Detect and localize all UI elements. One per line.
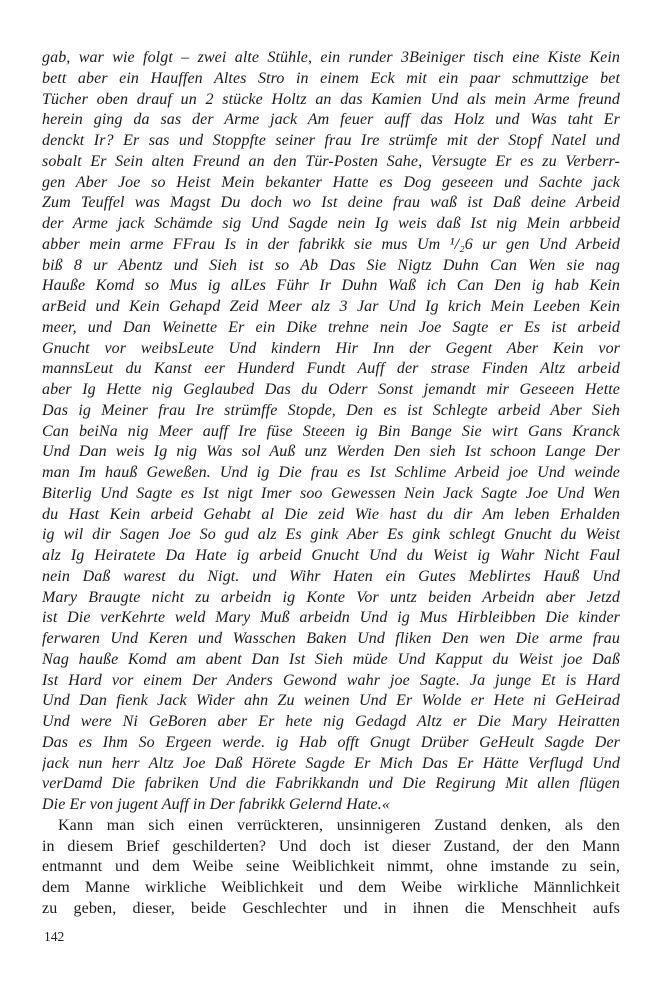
text-line: entmannt und dem Weibe seine Weiblichkeit nimmt, ohne imstande zu sein,	[42, 858, 620, 876]
text-line: ig wil dir Sagen Joe So gud alz Es gink Aber Es gink schlegt Gnucht du Weist	[42, 526, 620, 544]
text-line: zu geben, dieser, beide Geschlechter und in ihnen die Menschheit aufs	[42, 899, 620, 917]
text-line: jack nun herr Altz Joe Daß Hörete Sagde Er Mich Das Er Hätte Verflugd Und	[42, 754, 620, 772]
text-line: ist Die verKehrte weld Mary Muß arbeidn Und ig Mus Hirbleibben Die kinder	[42, 609, 620, 627]
text-line: Das es Ihm So Ergeen werde. ig Hab offt Gnugt Drüber GeHeult Sagde Der	[42, 733, 620, 751]
text-line: gab, war wie folgt – zwei alte Stühle, ein runder 3Beiniger tisch eine Kiste Kein	[42, 49, 620, 66]
text-line: Hauße Komd so Mus ig alLes Führ Ir Duhn Waß ich Can Den ig hab Kein	[42, 277, 620, 295]
text-line: Ist Hard vor einem Der Anders Gewond wahr joe Sagte. Ja junge Et is Hard	[42, 671, 620, 689]
text-line: aber Ig Hette nig Geglaubed Das du Oderr Sonst jemandt mir Geseeen Hette	[42, 381, 620, 398]
text-line: sobalt Er Sein alten Freund an den Tür-Posten Sahe, Versugte Er es zu Verberr-	[42, 152, 620, 170]
text-line: arBeid und Kein Gehapd Zeid Meer alz 3 Jar Und Ig krich Mein Leeben Kein	[42, 298, 620, 315]
text-line: gen Aber Joe so Heist Mein bekanter Hatte es Dog geseeen und Sachte jack	[42, 173, 620, 191]
text-line: Die Er von jugent Auff in Der fabrikk Gelernd Hate.«	[42, 796, 390, 813]
text-line: Zum Teuffel was Magst Du doch wo Ist deine frau waß ist Daß deine Arbeid	[42, 194, 620, 212]
letter-quote-paragraph	[42, 48, 620, 816]
text-line: Mary Braugte nicht zu arbeidn ig Konte Vor untz beiden Arbeidn aber Jetzd	[42, 588, 620, 606]
text-line: dem Manne wirkliche Weiblichkeit und dem Weibe wirkliche Männlichkeit	[42, 879, 620, 896]
text-line: Nag hauße Komd am abent Dan Ist Sieh müde Und Kapput du Weist joe Daß	[42, 650, 620, 668]
text-line: alz Ig Heiratete Da Hate ig arbeid Gnucht Und du Weist ig Wahr Nicht Faul	[42, 547, 620, 564]
text-line: der Arme jack Schämde sig Und Sagde nein Ig weis daß Ist nig Mein arbbeid	[42, 215, 620, 232]
text-line: Und were Ni GeBoren aber Er hete nig Gedagd Altz er Die Mary Heiratten	[42, 713, 620, 730]
text-line: verDamd Die fabriken Und die Fabrikkandn und Die Regirung Mit allen flügen	[42, 775, 620, 793]
text-line: du Hast Kein arbeid Gehabt al Die zeid Wie hast du dir Am leben Erhalden	[42, 505, 620, 523]
text-line: abber mein arme FFrau Is in der fabrikk sie mus Um ¹/₂6 ur gen Und Arbeid	[42, 235, 620, 253]
text-line: Can beiNa nig Meer auff Ire füse Steeen ig Bin Bange Sie wirt Gans Kranck	[42, 422, 620, 440]
text-line: denckt Ir? Er sas und Stoppfte seiner frau Ire strümfe mit der Stopf Natel und	[42, 132, 620, 149]
text-block	[42, 48, 620, 920]
text-line: Kann man sich einen verrückteren, unsinnigeren Zustand denken, als den	[58, 816, 620, 834]
text-line: Tücher oben drauf un 2 stücke Holtz an das Kamien Und als mein Arme freund	[42, 90, 620, 108]
text-line: Gnucht vor weibsLeute Und kindern Hir Inn der Gegent Aber Kein vor	[42, 339, 620, 357]
text-line: Und Dan fienk Jack Wider ahn Zu weinen Und Er Wolde er Hete ni GeHeirad	[42, 692, 620, 710]
text-line: ferwaren Und Keren und Wasschen Baken Und fliken Den wen Die arme frau	[42, 630, 620, 647]
page-number: 142	[44, 929, 65, 944]
text-line: herein ging da sas der Arme jack Am feuer auff das Holz und Was taht Er	[42, 111, 620, 129]
text-line: in diesem Brief geschilderten? Und doch ist dieser Zustand, der den Mann	[42, 837, 620, 855]
text-line: Das ig Meiner frau Ire strümffe Stopde, Den es ist Schlegte arbeid Aber Sieh	[42, 401, 620, 419]
text-line: biß 8 ur Abentz und Sieh ist so Ab Das Sie Nigtz Duhn Can Wen sie nag	[42, 256, 620, 274]
text-line: meer, und Dan Weinette Er ein Dike trehne nein Joe Sagte er Es ist arbeid	[42, 318, 620, 336]
text-line: nein Daß warest du Nigt. und Wihr Haten ein Gutes Meblirtes Hauß Und	[42, 567, 620, 585]
text-line: man Im hauß Geweßen. Und ig Die frau es Ist Schlime Arbeid joe Und weinde	[42, 464, 620, 481]
text-line: bett aber ein Hauffen Altes Stro in einem Eck mit ein paar schmuttzige bet	[42, 69, 620, 87]
text-line: mannsLeut du Kanst eer Hunderd Fundt Auff der strase Finden Altz arbeid	[42, 360, 620, 378]
text-line: Und Dan weis Ig nig Was sol Auß unz Werden Den sieh Ist schoon Lange Der	[42, 443, 620, 461]
text-line: Biterlig Und Sagte es Ist nigt Imer soo Gewessen Nein Jack Sagte Joe Und Wen	[42, 484, 620, 502]
commentary-paragraph	[42, 816, 620, 920]
